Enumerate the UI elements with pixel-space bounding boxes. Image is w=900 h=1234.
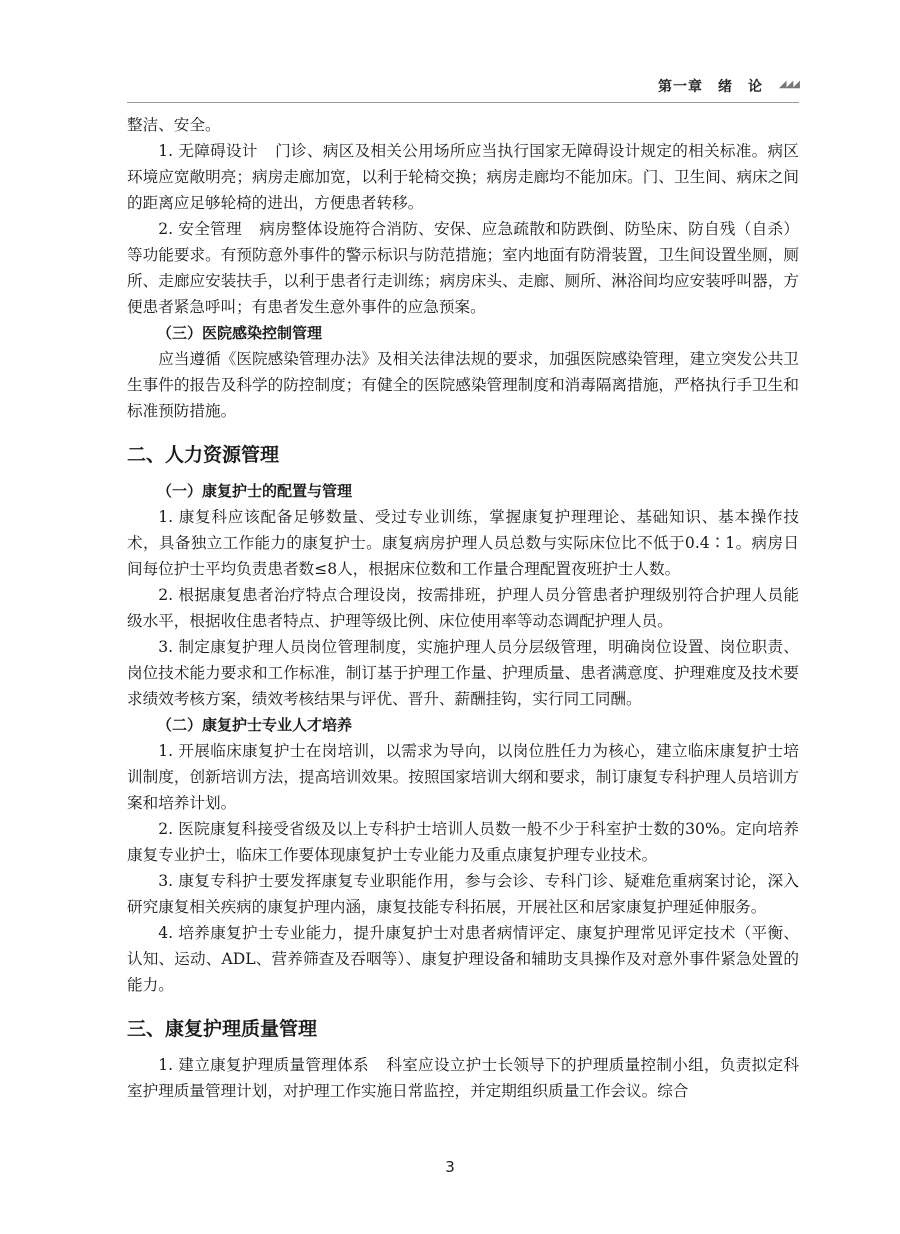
paragraph-safety (127, 216, 799, 320)
paragraph: 1. 康复科应该配备足够数量、受过专业训练，掌握康复护理理论、基础知识、基本操作技术，具备独立工作能力的康复护士。康复病房护理人员总数与实际床位比不低于0.4∶1。病房日间每位护士平均负责患者数≤8人，根据床位数和工作量合理配置夜班护士人数。 (127, 508, 799, 578)
paragraph: 2. 根据康复患者治疗特点合理设岗，按需排班，护理人员分管患者护理级别符合护理人员能级水平，根据收住患者特点、护理等级比例、床位使用率等动态调配护理人员。 (127, 586, 799, 630)
paragraph: 1. 开展临床康复护士在岗培训，以需求为导向，以岗位胜任力为核心，建立临床康复护士培训制度，创新培训方法，提高培训效果。按照国家培训大纲和要求，制订康复专科护理人员培训方案和培养计划。 (127, 742, 799, 812)
page-body (127, 112, 799, 1104)
paragraph-accessibility (127, 138, 799, 216)
section-heading: 二、人力资源管理 (127, 444, 280, 466)
paragraph-text: 科室应设立护士长领导下的护理质量控制小组，负责拟定科室护理质量管理计划，对护理工作实施日常监控，并定期组织质量工作会议。综合 (127, 1056, 799, 1100)
paragraph: 3. 制定康复护理人员岗位管理制度，实施护理人员分层级管理，明确岗位设置、岗位职责、岗位技术能力要求和工作标准，制订基于护理工作量、护理质量、患者满意度、护理难度及技术要求绩效考核方案，绩效考核结果与评优、晋升、薪酬挂钩，实行同工同酬。 (127, 638, 799, 708)
paragraph-quality-system (127, 1052, 799, 1104)
paragraph-text: 病房整体设施符合消防、安保、应急疏散和防跌倒、防坠床、防自残（自杀）等功能要求。有预防意外事件的警示标识与防范措施；室内地面有防滑装置，卫生间设置坐厕，厕所、走廊应安装扶手，以利于患者行走训练；病房床头、走廊、厕所、淋浴间均应安装呼叫器，方便患者紧急呼叫；有患者发生意外事件的应急预案。 (127, 220, 799, 316)
running-header (127, 76, 799, 96)
triangle-decoration-icon: ◢◢◢ (778, 79, 799, 90)
paragraph: 4. 培养康复护士专业能力，提升康复护士对患者病情评定、康复护理常见评定技术（平衡、认知、运动、ADL、营养筛查及吞咽等）、康复护理设备和辅助支具操作及对意外事件紧急处置的能力。 (127, 924, 799, 994)
paragraph: 2. 医院康复科接受省级及以上专科护士培训人员数一般不少于科室护士数的30%。定向培养康复专业护士，临床工作要体现康复护士专业能力及重点康复护理专业技术。 (127, 820, 799, 864)
paragraph-text: 门诊、病区及相关公用场所应当执行国家无障碍设计规定的相关标准。病区环境应宽敞明亮；病房走廊加宽，以利于轮椅交换；病房走廊均不能加床。门、卫生间、病床之间的距离应足够轮椅的进出，方便患者转移。 (127, 142, 799, 212)
section-heading: 三、康复护理质量管理 (127, 1018, 318, 1040)
chapter-title: 第一章 绪 论 (658, 79, 763, 95)
paragraph: 3. 康复专科护士要发挥康复专业职能作用，参与会诊、专科门诊、疑难危重病案讨论，深入研究康复相关疾病的康复护理内涵，康复技能专科拓展，开展社区和居家康复护理延伸服务。 (127, 872, 799, 916)
header-rule (127, 102, 799, 103)
paragraph-title: 2. 安全管理 (158, 220, 242, 238)
page-number: 3 (445, 1158, 455, 1176)
paragraph: 整洁、安全。 (127, 116, 221, 134)
paragraph: 应当遵循《医院感染管理办法》及相关法律法规的要求，加强医院感染管理，建立突发公共卫生事件的报告及科学的防控制度；有健全的医院感染管理制度和消毒隔离措施，严格执行手卫生和标准预防措施。 (127, 350, 799, 420)
subsection-heading: （二）康复护士专业人才培养 (157, 716, 353, 734)
paragraph-title: 1. 建立康复护理质量管理体系 (158, 1056, 369, 1074)
paragraph-title: 1. 无障碍设计 (158, 142, 258, 160)
subsection-heading: （一）康复护士的配置与管理 (157, 482, 353, 500)
subsection-heading: （三）医院感染控制管理 (157, 324, 323, 342)
